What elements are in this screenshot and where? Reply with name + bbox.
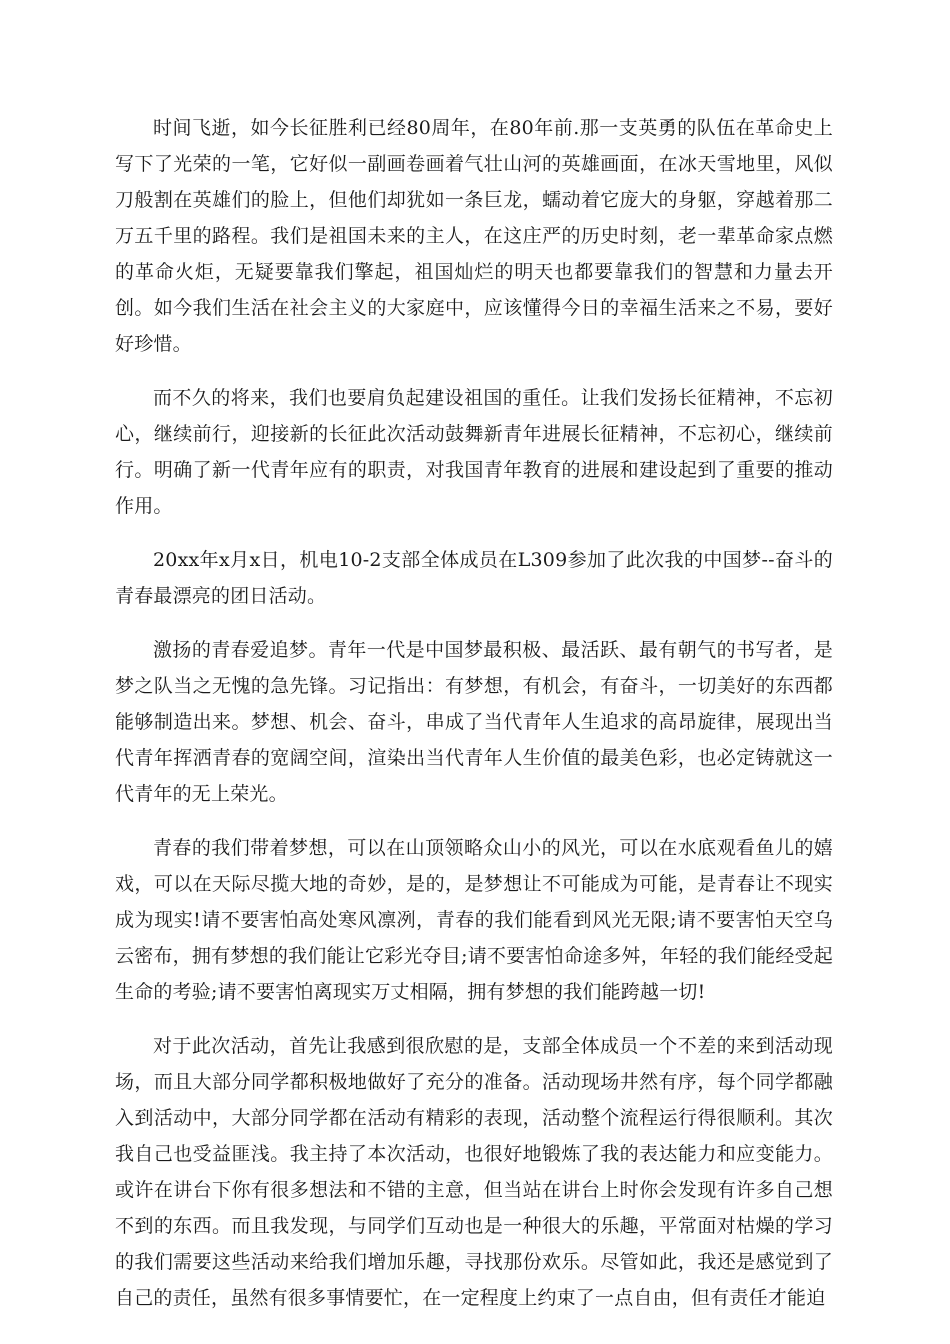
paragraph-youth-dream: 激扬的青春爱追梦。青年一代是中国梦最积极、最活跃、最有朝气的书写者，是梦之队当之无愧的急先锋。习记指出：有梦想，有机会，有奋斗，一切美好的东西都能够制造出来。梦想、机会、奋斗，串成了当代青年人生追求的高昂旋律，展现出当代青年挥洒青春的宽阔空间，渲染出当代青年人生价值的最美色彩，也必定铸就这一代青年的无上荣光。 <box>115 639 833 805</box>
document-body <box>115 110 833 1334</box>
paragraph-youth-possibilities: 青春的我们带着梦想，可以在山顶领略众山小的风光，可以在水底观看鱼儿的嬉戏，可以在天际尽揽大地的奇妙，是的，是梦想让不可能成为可能，是青春让不现实成为现实!请不要害怕高处寒风凛冽，青春的我们能看到风光无限;请不要害怕天空乌云密布，拥有梦想的我们能让它彩光夺目;请不要害怕命途多舛，年轻的我们能经受起生命的考验;请不要害怕离现实万丈相隔，拥有梦想的我们能跨越一切! <box>115 837 833 1003</box>
paragraph-future-responsibility: 而不久的将来，我们也要肩负起建设祖国的重任。让我们发扬长征精神，不忘初心，继续前行，迎接新的长征此次活动鼓舞新青年进展长征精神，不忘初心，继续前行。明确了新一代青年应有的职责，对我国青年教育的进展和建设起到了重要的推动作用。 <box>115 387 833 517</box>
paragraph-long-march: 时间飞逝，如今长征胜利已经80周年，在80年前.那一支英勇的队伍在革命史上写下了光荣的一笔，它好似一副画卷画着气壮山河的英雄画面，在冰天雪地里，风似刀般割在英雄们的脸上，但他们却犹如一条巨龙，蠕动着它庞大的身躯，穿越着那二万五千里的路程。我们是祖国未来的主人，在这庄严的历史时刻，老一辈革命家点燃的革命火炬，无疑要靠我们擎起，祖国灿烂的明天也都要靠我们的智慧和力量去开创。如今我们生活在社会主义的大家庭中，应该懂得今日的幸福生活来之不易，要好好珍惜。 <box>115 117 833 355</box>
paragraph-activity-date: 20xx年x月x日，机电10-2支部全体成员在L309参加了此次我的中国梦--奋斗的青春最漂亮的团日活动。 <box>115 549 833 607</box>
paragraph-activity-reflection: 对于此次活动，首先让我感到很欣慰的是，支部全体成员一个不差的来到活动现场，而且大部分同学都积极地做好了充分的准备。活动现场井然有序，每个同学都融入到活动中，大部分同学都在活动有精彩的表现，活动整个流程运行得很顺利。其次我自己也受益匪浅。我主持了本次活动，也很好地锻炼了我的表达能力和应变能力。或许在讲台下你有很多想法和不错的主意，但当站在讲台上时你会发现有许多自己想不到的东西。而且我发现，与同学们互动也是一种很大的乐趣，平常面对枯燥的学习的我们需要这些活动来给我们增加乐趣，寻找那份欢乐。尽管如此，我还是感觉到了自己的责任，虽然有很多事情要忙，在一定程度上约束了一点自由，但有责任才能迫 <box>115 1035 833 1309</box>
